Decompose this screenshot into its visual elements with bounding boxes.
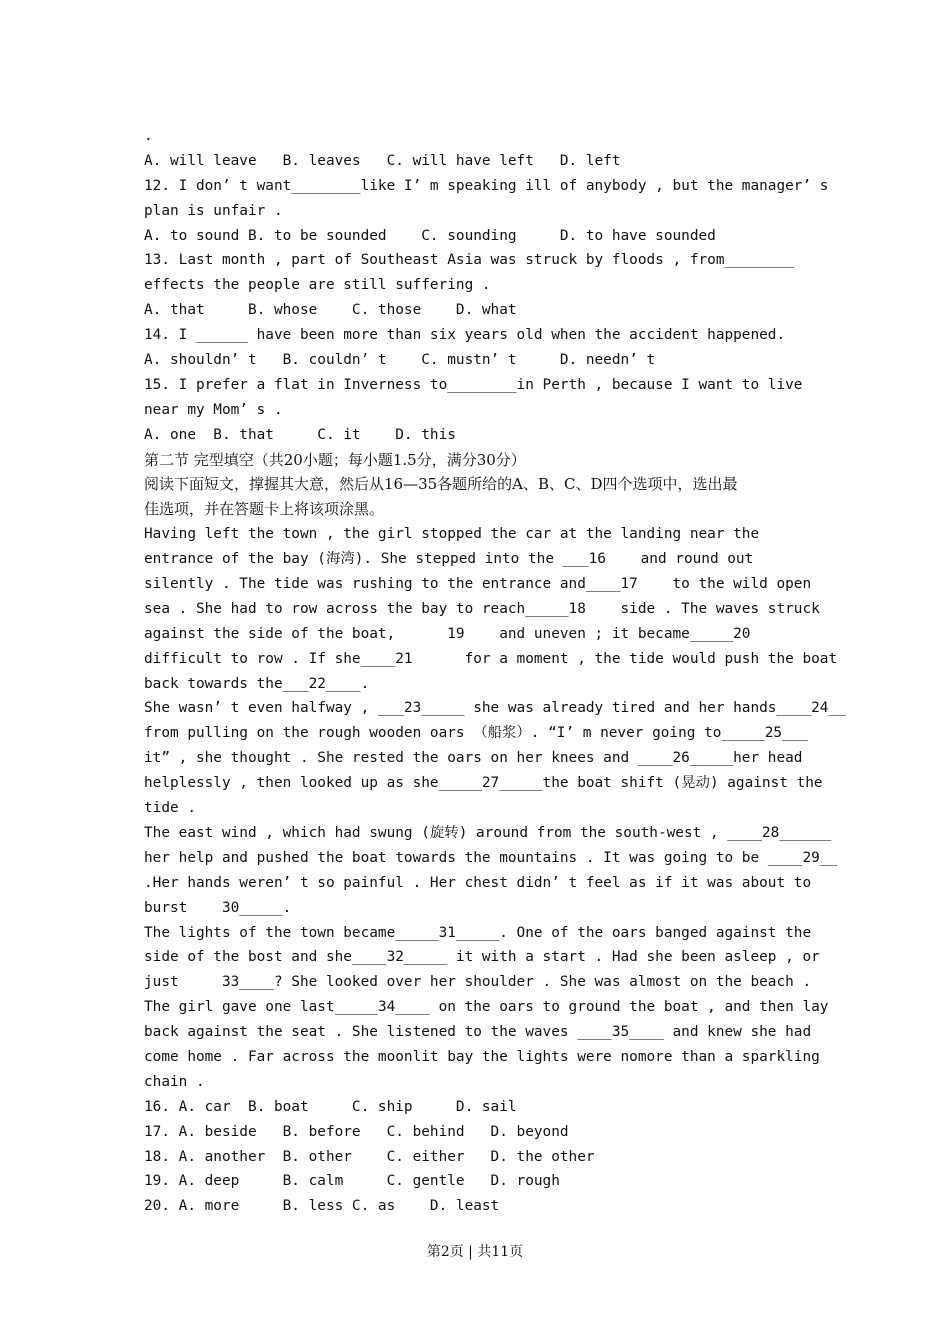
q17-options: 17. A. beside B. before C. behind D. beyond <box>144 1123 569 1140</box>
q15-options: A. one B. that C. it D. this <box>144 426 456 443</box>
q20-options: 20. A. more B. less C. as D. least <box>144 1198 500 1215</box>
passage-line: The girl gave one last_____34____ on the oars to ground the boat , and then lay <box>144 999 829 1016</box>
passage-line: helplessly , then looked up as she_____27_____the boat shift (晃动) against the <box>144 775 823 792</box>
document-body <box>144 124 846 1219</box>
text-line: . <box>144 128 153 144</box>
passage-line: .Her hands weren’ t so painful . Her chest didn’ t feel as if it was about to <box>144 874 812 891</box>
q14-options: A. shouldn’ t B. couldn’ t C. mustn’ t D. needn’ t <box>144 352 656 369</box>
q16-options: 16. A. car B. boat C. ship D. sail <box>144 1098 517 1115</box>
section-instructions: 阅读下面短文，撑握其大意，然后从16—35各题所给的A、B、C、D四个选项中，选出最 <box>144 475 738 494</box>
page-footer: 第2页 | 共11页 <box>426 1244 524 1260</box>
section-heading: 第二节 完型填空（共20小题；每小题1.5分，满分30分） <box>144 450 526 469</box>
passage-line: Having left the town , the girl stopped the car at the landing near the <box>144 526 760 543</box>
q13-stem: 13. Last month , part of Southeast Asia was struck by floods , from________ <box>144 252 794 269</box>
q12-stem: 12. I don’ t want________like I’ m speaking ill of anybody , but the manager’ s <box>144 177 829 194</box>
passage-line: silently . The tide was rushing to the entrance and____17 to the wild open <box>144 576 812 593</box>
passage-line: back against the seat . She listened to the waves ____35____ and knew she had <box>144 1024 812 1041</box>
q12-options: A. to sound B. to be sounded C. sounding D. to have sounded <box>144 227 716 244</box>
passage-line: side of the bost and she____32_____ it with a start . Had she been asleep , or <box>144 949 820 966</box>
q11-options: A. will leave B. leaves C. will have left D. left <box>144 152 621 169</box>
q19-options: 19. A. deep B. calm C. gentle D. rough <box>144 1173 560 1190</box>
passage-line: back towards the___22____. <box>144 675 370 692</box>
q13-options: A. that B. whose C. those D. what <box>144 302 517 319</box>
q15-stem-cont: near my Mom’ s . <box>144 401 283 418</box>
section-instructions-cont: 佳选项，并在答题卡上将该项涂黑。 <box>144 500 385 519</box>
passage-line: from pulling on the rough wooden oars （船浆）. “I’ m never going to_____25___ <box>144 725 809 742</box>
passage-line: difficult to row . If she____21 for a moment , the tide would push the boat <box>144 650 838 667</box>
q14-stem: 14. I ______ have been more than six years old when the accident happened. <box>144 327 786 344</box>
passage-line: burst 30_____. <box>144 899 292 916</box>
passage-line: against the side of the boat, 19 and uneven ; it became_____20 <box>144 625 751 642</box>
passage-line: just 33____? She looked over her shoulder . She was almost on the beach . <box>144 974 812 991</box>
passage-line: chain . <box>144 1073 205 1090</box>
passage-line: entrance of the bay (海湾). She stepped into the ___16 and round out <box>144 551 754 568</box>
passage-line: The east wind , which had swung (旋转) around from the south-west , ____28______ <box>144 824 832 841</box>
q13-stem-cont: effects the people are still suffering . <box>144 277 491 294</box>
passage-line: sea . She had to row across the bay to reach_____18 side . The waves struck <box>144 600 820 617</box>
passage-line: The lights of the town became_____31_____. One of the oars banged against the <box>144 924 812 941</box>
q12-stem-cont: plan is unfair . <box>144 202 283 219</box>
passage-line: She wasn’ t even halfway , ___23_____ she was already tired and her hands____24__ <box>144 700 846 717</box>
passage-line: come home . Far across the moonlit bay the lights were nomore than a sparkling <box>144 1048 820 1065</box>
passage-line: tide . <box>144 800 196 817</box>
passage-line: it” , she thought . She rested the oars on her knees and ____26_____her head <box>144 750 803 767</box>
q15-stem: 15. I prefer a flat in Inverness to________in Perth , because I want to live <box>144 376 803 393</box>
passage-line: her help and pushed the boat towards the mountains . It was going to be ____29__ <box>144 849 838 866</box>
q18-options: 18. A. another B. other C. either D. the other <box>144 1148 595 1165</box>
